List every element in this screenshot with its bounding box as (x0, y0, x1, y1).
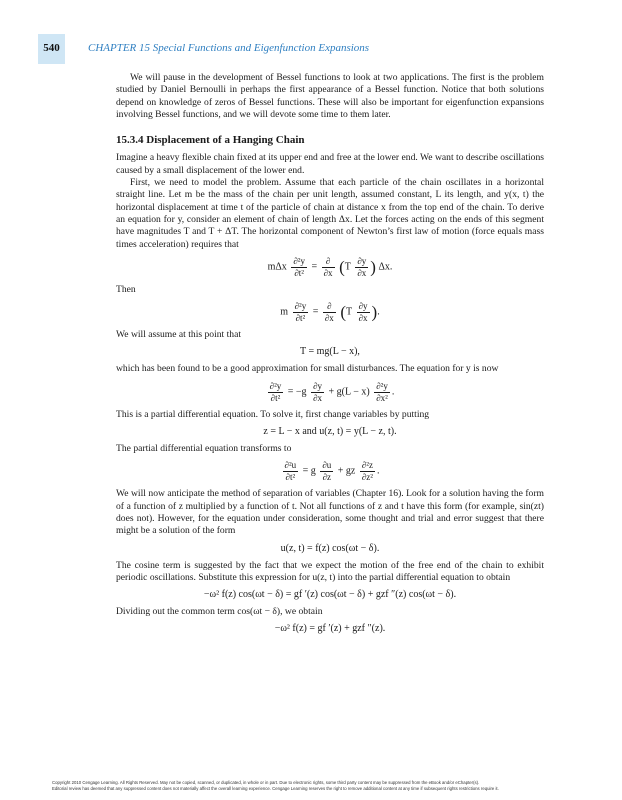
then-text: Then (116, 283, 136, 295)
paragraph-2: First, we need to model the problem. Assume that each particle of the chain oscillates in a horizontal straight line. Let m be the mass of the chain per unit length, assumed constant, L its length, and y(x, t) the horizontal displacement at time t of the particle of chain at distance x from the top end of the chain. To derive an equation for y, consider an element of chain of length Δx. Let the forces acting on the ends of this segment have magnitudes T and T + ΔT. The horizontal component of Newton’s first law of motion (force equals mass times acceleration) requires that (116, 177, 544, 250)
eq2-frac1: $\frac{\text{∂²y}}{\text{∂t²}}$ (294, 301, 307, 324)
equation-6: $\frac{\text{∂²u}}{\text{∂t²}}$ = g $\frac{\partial u}{\partial z}$ + gz $\frac{\text{∂²z}}{\text{∂z²}}$ . (284, 460, 380, 483)
eq1-frac2: $\frac{\partial}{\partial x}$ (323, 255, 333, 278)
eq6-frac3: $\frac{\text{∂²z}}{\text{∂z²}}$ (361, 460, 373, 483)
eq1-frac1: $\frac{\text{∂²y}}{\text{∂t²}}$ (293, 255, 305, 278)
chapter-title: CHAPTER 15 Special Functions and Eigenfunction Expansions (88, 42, 370, 54)
eq1-lhs: mΔx (267, 261, 287, 273)
equation-1: mΔx $\frac{\text{∂²y}}{\text{∂t²}}$ = $\frac{\partial}{\partial x}$ (T $\frac{\partial y}{\partial x}$ ) Δx. (267, 255, 393, 278)
page-header (0, 34, 622, 64)
paragraph-1: Imagine a heavy flexible chain fixed at its upper end and free at the lower end. We want to describe oscillations caused by a small displacement of the lower end. (116, 152, 544, 176)
paragraph-9: Dividing out the common term cos(ωt − δ), we obtain (116, 606, 323, 618)
paragraph-7: We will now anticipate the method of separation of variables (Chapter 16). Look for a solution having the form of a function of z multiplied by a function of t. Not all functions of z and t have this form (for example, sin(zt) does not). However, for the equation under consideration, some thought and trial and error suggest that there might be a solution of the form (116, 488, 544, 537)
copyright-footer (52, 780, 592, 792)
equation-3: T = mg(L − x), (300, 346, 360, 358)
eq1-frac3: $\frac{\partial y}{\partial x}$ (357, 255, 367, 278)
footer-line-2: Editorial review has deemed that any suppressed content does not materially affect the overall learning experience. Cengage Learning reserves the right to remove additional content at any time if subsequent rights restrictions require it. (52, 786, 499, 792)
footer-line-1: Copyright 2010 Cengage Learning. All Rights Reserved. May not be copied, scanned, or duplicated, in whole or in part. Due to electronic rights, some third party content may be suppressed from the eBook and/or eChapter(s). (52, 780, 480, 785)
eq6-frac2: $\frac{\partial u}{\partial z}$ (322, 460, 332, 483)
eq2-frac2: $\frac{\partial}{\partial x}$ (324, 301, 334, 324)
paragraph-3: We will assume at this point that (116, 329, 241, 341)
equation-5: z = L − x and u(z, t) = y(L − z, t). (263, 426, 397, 438)
paragraph-6: The partial differential equation transforms to (116, 443, 292, 455)
paragraph-5: This is a partial differential equation. To solve it, first change variables by putting (116, 408, 430, 420)
page-number: 540 (43, 42, 60, 54)
equation-8: −ω² f(z) cos(ωt − δ) = gf ′(z) cos(ωt − δ) + gzf ″(z) cos(ωt − δ). (203, 589, 457, 601)
eq4-frac1: $\frac{\text{∂²y}}{\text{∂t²}}$ (269, 380, 282, 403)
equation-7: u(z, t) = f(z) cos(ωt − δ). (280, 542, 380, 554)
page-number-box (38, 34, 65, 64)
intro-paragraph: We will pause in the development of Bessel functions to look at two applications. The first is the problem studied by Daniel Bernoulli in perhaps the first appearance of a Bessel function. Notice that both solutions depend on knowledge of zeros of Bessel functions. These will also be important for eigenfunction expansions involving Bessel functions, and we will devote some time to them later. (116, 72, 544, 120)
eq4-frac3: $\frac{\text{∂²y}}{\text{∂x²}}$ (376, 380, 388, 403)
eq2-frac3: $\frac{\partial y}{\partial x}$ (358, 301, 368, 324)
equation-4: $\frac{\text{∂²y}}{\text{∂t²}}$ = −g $\frac{\partial y}{\partial x}$ + g(L − x) $\frac{\text{∂²y}}{\text{∂x²}}$ . (269, 380, 395, 403)
page-body (116, 72, 544, 640)
eq6-frac1: $\frac{\text{∂²u}}{\text{∂t²}}$ (284, 460, 297, 483)
paragraph-4: which has been found to be a good approximation for small disturbances. The equation for y is now (116, 363, 499, 375)
section-heading: 15.3.4 Displacement of a Hanging Chain (116, 134, 305, 147)
paragraph-8: The cosine term is suggested by the fact that we expect the motion of the free end of the chain to exhibit periodic oscillations. Substitute this expression for u(z, t) into the partial differential equation to obtain (116, 559, 544, 583)
eq4-frac2: $\frac{\partial y}{\partial x}$ (313, 380, 323, 403)
equation-2: m $\frac{\text{∂²y}}{\text{∂t²}}$ = $\frac{\partial}{\partial x}$ (T $\frac{\partial y}{\partial x}$ ). (280, 301, 380, 324)
equation-9: −ω² f(z) = gf ′(z) + gzf ″(z). (274, 623, 386, 635)
